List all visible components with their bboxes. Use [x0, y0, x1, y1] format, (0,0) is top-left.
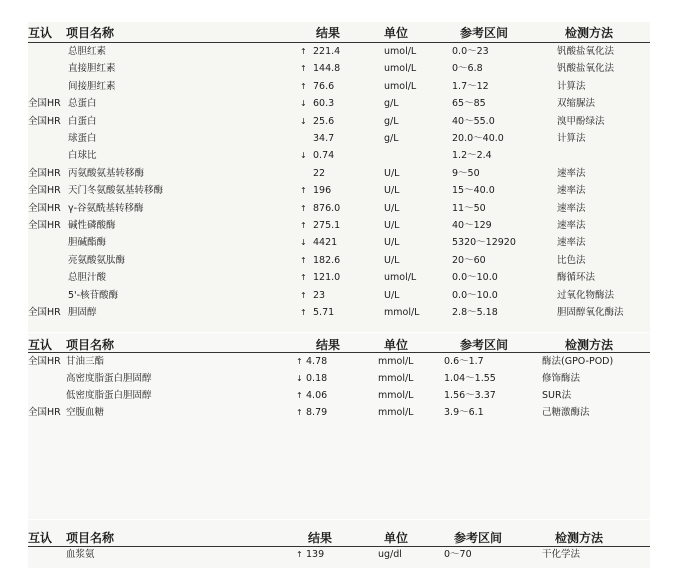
cell-ref: 1.7～12: [452, 80, 489, 92]
cell-method: 胆固醇氧化酶法: [557, 307, 624, 318]
cell-result: 5.71: [313, 307, 335, 318]
cell-flag: ↑: [300, 186, 307, 196]
table-row: [0, 78, 673, 95]
cell-mutual: 全国HR: [28, 202, 61, 214]
header-unit: 单位: [384, 26, 409, 40]
header-mutual: 互认: [28, 26, 53, 40]
cell-name: 丙氨酸氨基转移酶: [68, 167, 145, 179]
cell-unit: mmol/L: [378, 407, 414, 418]
table-row: [0, 287, 673, 304]
cell-name: 血浆氨: [66, 549, 95, 560]
cell-flag: ↑: [300, 273, 307, 283]
cell-method: 酶循环法: [557, 272, 596, 284]
cell-name: 胆碱酯酶: [68, 237, 107, 249]
cell-mutual: 全国HR: [28, 407, 61, 418]
cell-unit: g/L: [384, 98, 399, 110]
cell-flag: ↑: [296, 357, 303, 366]
table-row: [0, 404, 673, 421]
cell-result: 182.6: [313, 254, 341, 266]
cell-name: 总胆红素: [68, 46, 107, 57]
table-row: [0, 43, 673, 60]
cell-method: 己糖激酶法: [542, 407, 590, 418]
table-row: [0, 182, 673, 199]
cell-name: 高密度脂蛋白胆固醇: [66, 373, 152, 384]
table-row: [0, 234, 673, 251]
cell-method: 速率法: [557, 185, 586, 197]
cell-name: γ-谷氨酰基转移酶: [68, 202, 144, 214]
cell-method: SUR法: [542, 390, 572, 401]
cell-result: 4421: [313, 237, 338, 249]
header-method: 检测方法: [565, 26, 614, 40]
cell-unit: U/L: [384, 202, 400, 214]
table-row: [0, 353, 673, 370]
header-mutual: 互认: [28, 338, 53, 352]
cell-flag: ↑: [296, 391, 303, 400]
cell-unit: U/L: [384, 185, 400, 197]
cell-method: 钒酸盐氧化法: [557, 46, 615, 57]
cell-result: 25.6: [313, 115, 335, 127]
cell-ref: 1.2～2.4: [452, 150, 492, 162]
cell-ref: 0.0～10.0: [452, 289, 498, 301]
table-row: [0, 370, 673, 387]
cell-flag: ↓: [296, 374, 303, 383]
table-row: [0, 130, 673, 147]
table-row: [0, 147, 673, 164]
cell-name: 白蛋白: [68, 115, 97, 127]
cell-flag: ↑: [296, 550, 303, 559]
cell-flag: ↑: [300, 81, 307, 91]
cell-method: 过氧化物酶法: [557, 289, 615, 301]
cell-result: 0.18: [306, 373, 328, 384]
cell-name: 白球比: [68, 150, 97, 162]
cell-name: 碱性磷酸酶: [68, 220, 116, 231]
cell-ref: 40～55.0: [452, 115, 495, 127]
cell-method: 溴甲酚绿法: [557, 115, 605, 127]
cell-method: 速率法: [557, 237, 586, 249]
cell-method: 干化学法: [542, 549, 581, 560]
header-name: 项目名称: [66, 531, 115, 545]
cell-ref: 40～129: [452, 220, 492, 231]
header-result: 结果: [316, 26, 341, 40]
cell-method: 计算法: [557, 133, 586, 144]
cell-unit: umol/L: [384, 80, 417, 92]
cell-unit: ug/dl: [378, 549, 402, 560]
header-result: 结果: [316, 338, 341, 352]
cell-ref: 9～50: [452, 167, 480, 179]
cell-unit: mmol/L: [378, 356, 414, 367]
cell-result: 876.0: [313, 202, 341, 214]
cell-flag: ↑: [300, 221, 307, 230]
header-mutual: 互认: [28, 531, 53, 545]
cell-result: 23: [313, 289, 326, 301]
cell-method: 速率法: [557, 202, 586, 214]
cell-flag: ↑: [300, 203, 307, 213]
cell-name: 胆固醇: [68, 307, 97, 318]
cell-result: 4.78: [306, 356, 328, 367]
cell-unit: g/L: [384, 115, 399, 127]
cell-flag: ↑: [300, 47, 307, 56]
cell-unit: U/L: [384, 254, 400, 266]
cell-method: 速率法: [557, 220, 586, 231]
cell-method: 酶法(GPO-POD): [542, 356, 614, 367]
cell-mutual: 全国HR: [28, 98, 61, 110]
cell-name: 低密度脂蛋白胆固醇: [66, 390, 152, 401]
cell-method: 速率法: [557, 167, 586, 179]
cell-unit: U/L: [384, 237, 400, 249]
cell-ref: 0～70: [444, 549, 472, 560]
cell-flag: ↓: [300, 99, 307, 109]
cell-method: 钒酸盐氧化法: [557, 63, 615, 75]
cell-flag: ↑: [296, 408, 303, 417]
cell-ref: 0～6.8: [452, 63, 483, 75]
cell-name: 直接胆红素: [68, 63, 116, 75]
table-row: [0, 200, 673, 217]
cell-unit: mmol/L: [384, 307, 420, 318]
cell-unit: mmol/L: [378, 373, 414, 384]
cell-name: 总胆汁酸: [68, 272, 107, 284]
cell-mutual: 全国HR: [28, 356, 61, 367]
cell-mutual: 全国HR: [28, 185, 61, 197]
cell-result: 8.79: [306, 407, 328, 418]
table-row: [0, 60, 673, 77]
cell-ref: 65～85: [452, 98, 486, 110]
cell-unit: U/L: [384, 167, 400, 179]
cell-ref: 1.04～1.55: [444, 373, 496, 384]
cell-ref: 11～50: [452, 202, 486, 214]
table-row: [0, 95, 673, 112]
cell-method: 比色法: [557, 254, 586, 266]
table-row: [0, 217, 673, 234]
table-row: [0, 387, 673, 404]
cell-mutual: 全国HR: [28, 220, 61, 231]
cell-result: 139: [306, 549, 325, 560]
cell-unit: umol/L: [384, 272, 417, 284]
table-row: [0, 165, 673, 182]
header-method: 检测方法: [565, 338, 614, 352]
table-row: [0, 252, 673, 269]
cell-name: 总蛋白: [68, 98, 97, 110]
cell-result: 22: [313, 167, 326, 179]
cell-mutual: 全国HR: [28, 307, 61, 318]
cell-result: 121.0: [313, 272, 341, 284]
cell-name: 5'-核苷酸酶: [68, 289, 119, 301]
header-ref: 参考区间: [454, 531, 503, 545]
cell-result: 4.06: [306, 390, 328, 401]
cell-method: 双缩脲法: [557, 98, 596, 110]
table-row: [0, 269, 673, 286]
cell-ref: 20～60: [452, 254, 486, 266]
header-method: 检测方法: [555, 531, 604, 545]
cell-flag: ↑: [300, 255, 307, 265]
header-result: 结果: [308, 531, 333, 545]
cell-ref: 3.9～6.1: [444, 407, 484, 418]
table-row: [0, 304, 673, 321]
cell-ref: 5320～12920: [452, 237, 516, 249]
section3-header-row: [0, 529, 673, 547]
cell-unit: g/L: [384, 133, 399, 144]
header-ref: 参考区间: [460, 26, 509, 40]
cell-ref: 0.6～1.7: [444, 356, 484, 367]
header-ref: 参考区间: [460, 338, 509, 352]
cell-flag: ↓: [300, 151, 307, 161]
header-unit: 单位: [384, 338, 409, 352]
header-name: 项目名称: [66, 26, 115, 40]
cell-name: 甘油三酯: [66, 356, 105, 367]
cell-flag: ↓: [300, 238, 307, 248]
cell-mutual: 全国HR: [28, 167, 61, 179]
cell-flag: ↓: [300, 116, 307, 126]
cell-method: 计算法: [557, 80, 586, 92]
cell-mutual: 全国HR: [28, 115, 61, 127]
cell-result: 221.4: [313, 46, 341, 57]
cell-flag: ↑: [300, 64, 307, 74]
cell-result: 76.6: [313, 80, 335, 92]
header-name: 项目名称: [66, 338, 115, 352]
cell-unit: umol/L: [384, 46, 417, 57]
cell-unit: mmol/L: [378, 390, 414, 401]
cell-result: 0.74: [313, 150, 335, 162]
cell-name: 间接胆红素: [68, 80, 116, 92]
cell-result: 196: [313, 185, 332, 197]
cell-flag: ↑: [300, 290, 307, 300]
table-row: [0, 546, 673, 563]
cell-unit: U/L: [384, 289, 400, 301]
cell-name: 空腹血糖: [66, 407, 105, 418]
cell-ref: 0.0～23: [452, 46, 489, 57]
cell-name: 球蛋白: [68, 133, 97, 144]
cell-flag: ↑: [300, 308, 307, 317]
section1-header-row: [0, 24, 673, 42]
cell-result: 34.7: [313, 133, 335, 144]
cell-result: 144.8: [313, 63, 341, 75]
cell-unit: U/L: [384, 220, 400, 231]
cell-ref: 15～40.0: [452, 185, 495, 197]
cell-result: 275.1: [313, 220, 341, 231]
cell-name: 亮氨酸氨肽酶: [68, 254, 126, 266]
table-row: [0, 113, 673, 130]
cell-ref: 0.0～10.0: [452, 272, 498, 284]
cell-unit: umol/L: [384, 63, 417, 75]
cell-ref: 20.0～40.0: [452, 133, 504, 144]
cell-ref: 1.56～3.37: [444, 390, 496, 401]
cell-ref: 2.8～5.18: [452, 307, 498, 318]
cell-result: 60.3: [313, 98, 335, 110]
cell-name: 天门冬氨酸氨基转移酶: [68, 185, 164, 197]
cell-method: 修饰酶法: [542, 373, 581, 384]
header-unit: 单位: [384, 531, 409, 545]
